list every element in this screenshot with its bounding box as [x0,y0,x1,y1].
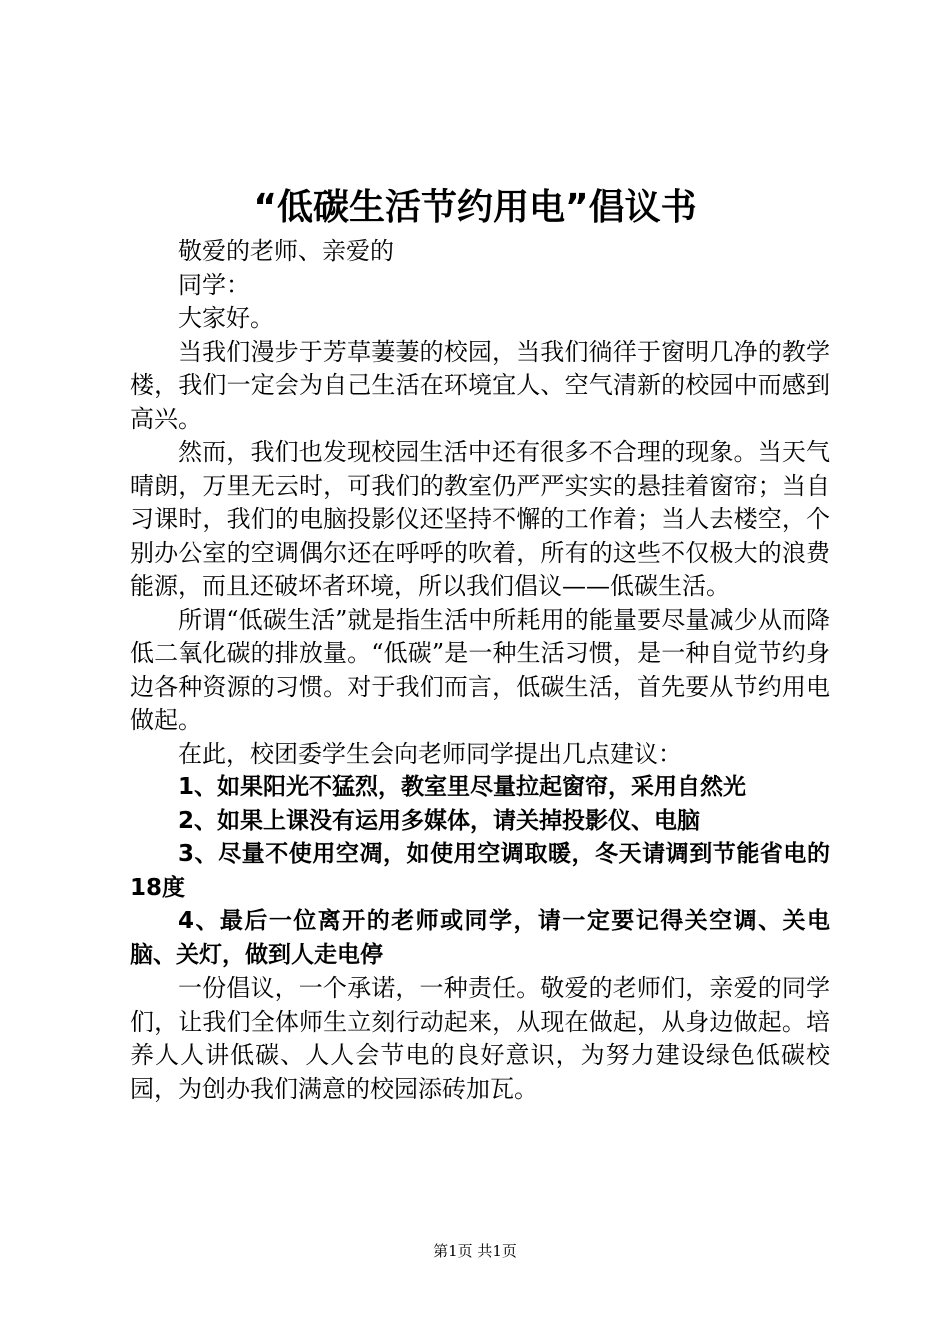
suggestion-item: 4、最后一位离开的老师或同学，请一定要记得关空调、关电脑、关灯，做到人走电停 [130,908,830,968]
suggestion-item: 3、尽量不使用空凋，如使用空调取暖，冬天请调到节能省电的18度 [130,841,830,901]
paragraph: 当我们漫步于芳草萋萋的校园，当我们徜徉于窗明几净的教学楼，我们一定会为自己生活在环境宜人、空气清新的校园中而感到高兴。 [130,337,830,433]
greeting: 大家好。 [178,304,274,332]
page-footer: 第1页 共1页 [433,1242,517,1260]
salutation-line: 敬爱的老师、亲爱的 [178,237,394,265]
paragraph: 所谓“低碳生活”就是指生活中所耗用的能量要尽量减少从而降低二氧化碳的排放量。“低碳”是一种生活习惯，是一种自觉节约身边各种资源的习惯。对于我们而言，低碳生活，首先要从节约用电做起。 [130,605,830,734]
suggestion-item: 2、如果上课没有运用多媒体，请关掉投影仪、电脑 [178,807,701,834]
suggestion-item: 1、如果阳光不猛烈，教室里尽量拉起窗帘，采用自然光 [178,774,747,800]
document-title: “低碳生活节约用电”倡议书 [253,187,697,228]
paragraph: 然而，我们也发现校园生活中还有很多不合理的现象。当天气晴朗，万里无云时，可我们的教室仍严严实实的悬挂着窗帘；当自习课时，我们的电脑投影仪还坚持不懈的工作着；当人去楼空，个别办公室的空调偶尔还在呼呼的吹着，所有的这些不仅极大的浪费能源，而且还破坏者环境，所以我们倡议——低碳生活。 [130,438,830,600]
document-body [130,235,830,1106]
paragraph: 在此，校团委学生会向老师同学提出几点建议： [178,739,682,768]
salutation-line: 同学： [178,270,250,299]
closing-paragraph: 一份倡议，一个承诺，一种责任。敬爱的老师们，亲爱的同学们，让我们全体师生立刻行动起来，从现在做起，从身边做起。培养人人讲低碳、人人会节电的良好意识，为努力建设绿色低碳校园，为创办我们满意的校园添砖加瓦。 [130,974,830,1103]
